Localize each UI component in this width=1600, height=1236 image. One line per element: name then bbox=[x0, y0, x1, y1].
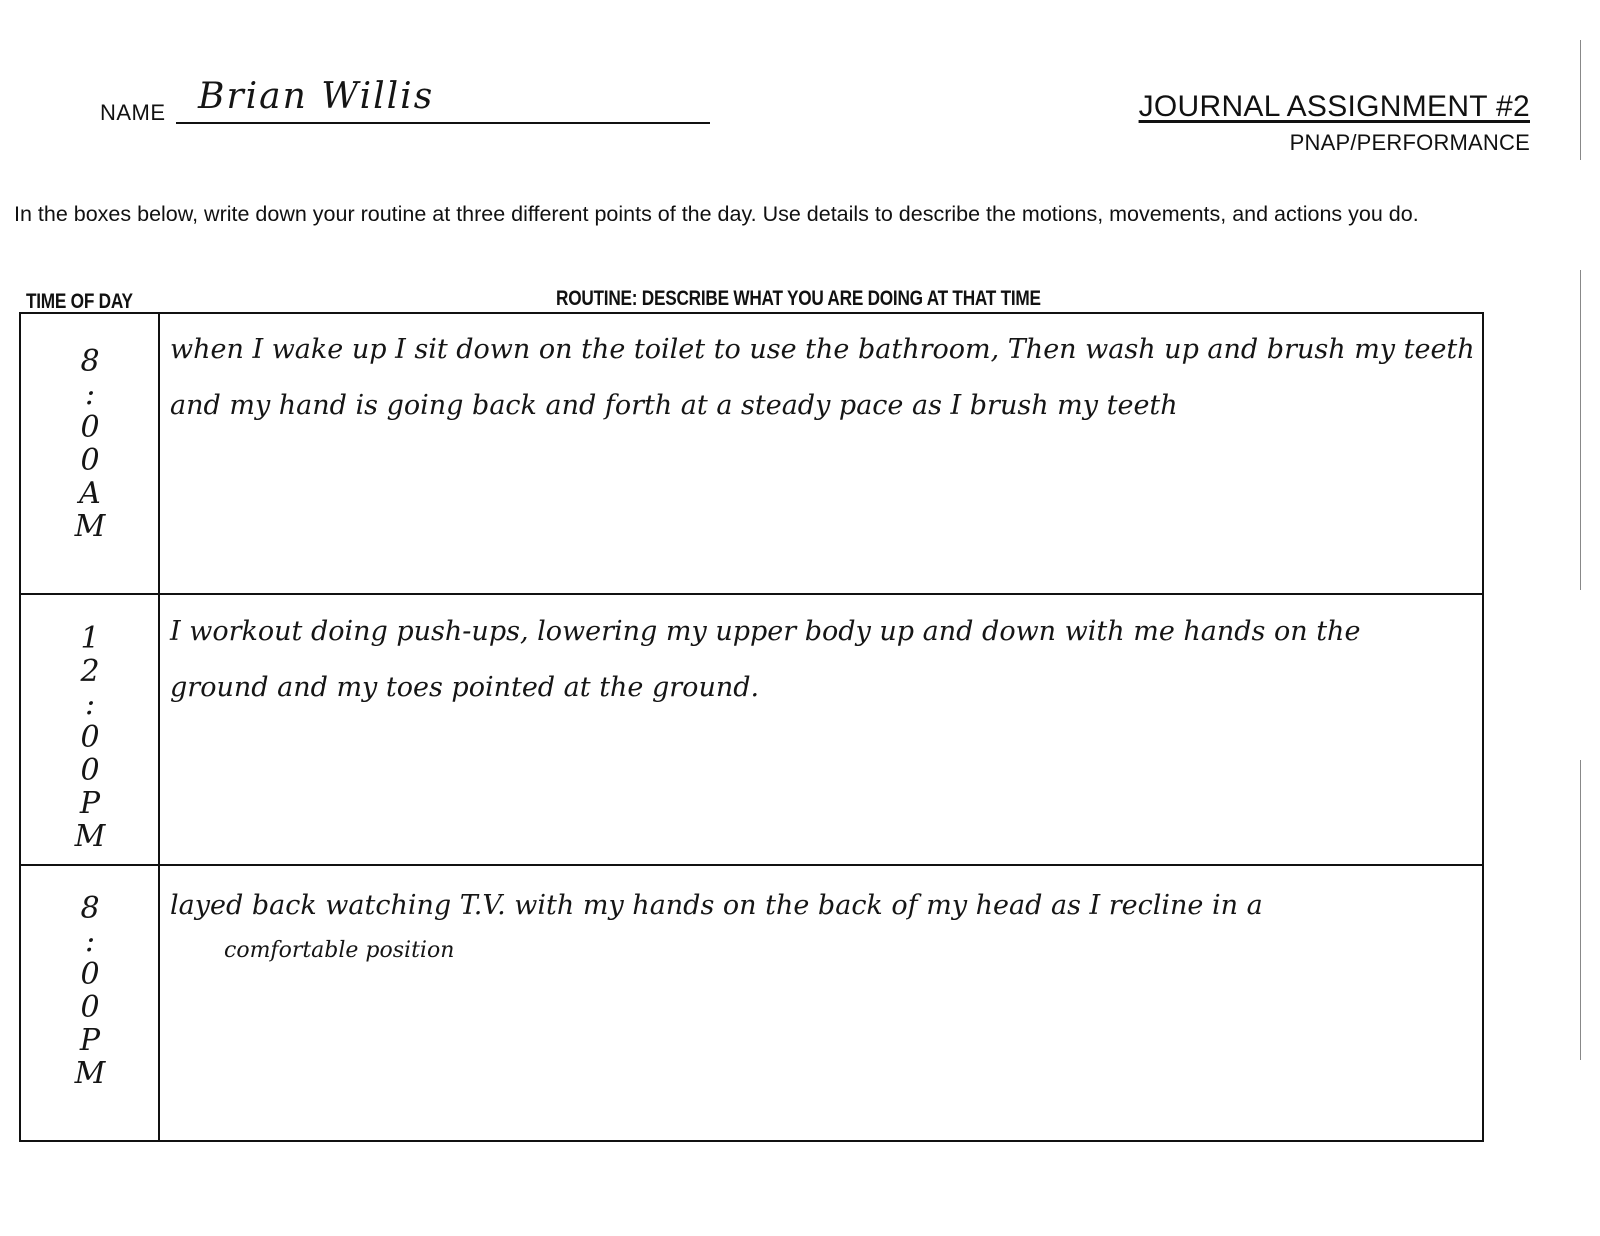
student-name[interactable]: Brian Willis bbox=[198, 76, 435, 117]
time-char: 0 bbox=[80, 443, 100, 478]
time-char: A bbox=[79, 476, 101, 511]
scan-edge-mark bbox=[1580, 760, 1581, 1060]
time-char: 2 bbox=[80, 654, 100, 689]
routine-cell-evening[interactable] bbox=[170, 878, 1470, 968]
time-char: M bbox=[74, 509, 106, 544]
time-char: 0 bbox=[80, 753, 100, 788]
name-label: NAME bbox=[100, 100, 166, 125]
time-char: 0 bbox=[80, 990, 100, 1025]
name-underline bbox=[176, 122, 710, 124]
row-divider bbox=[19, 593, 1484, 595]
time-char: M bbox=[74, 1056, 106, 1091]
scan-edge-mark bbox=[1580, 270, 1581, 590]
row-divider bbox=[19, 864, 1484, 866]
time-char: 0 bbox=[80, 957, 100, 992]
handwritten-line: layed back watching T.V. with my hands on the back of my head as I recline in a bbox=[170, 890, 1263, 921]
routine-header: ROUTINE: DESCRIBE WHAT YOU ARE DOING AT THAT TIME bbox=[556, 287, 1041, 310]
time-char: : bbox=[84, 924, 96, 959]
time-char: : bbox=[84, 687, 96, 722]
time-char: 0 bbox=[80, 410, 100, 445]
time-cell-morning[interactable] bbox=[40, 345, 140, 543]
column-divider bbox=[158, 312, 160, 1142]
time-char: 8 bbox=[80, 344, 100, 379]
time-char: 8 bbox=[80, 891, 100, 926]
instructions-text: In the boxes below, write down your routine at three different points of the day. Use details to describe the motions, movements, and actions you do. bbox=[14, 202, 1419, 226]
assignment-title: JOURNAL ASSIGNMENT #2 bbox=[1138, 90, 1530, 123]
scan-edge-mark bbox=[1580, 40, 1581, 160]
time-char: M bbox=[74, 819, 106, 854]
time-char: 0 bbox=[80, 720, 100, 755]
time-char: : bbox=[84, 377, 96, 412]
handwritten-line: ground and my toes pointed at the ground. bbox=[170, 672, 760, 703]
time-char: 1 bbox=[80, 621, 100, 656]
handwritten-line: when I wake up I sit down on the toilet to use the bathroom, Then wash up and brush my teeth bbox=[170, 334, 1475, 365]
handwritten-line: comfortable position bbox=[224, 938, 455, 963]
handwritten-line: and my hand is going back and forth at a steady pace as I brush my teeth bbox=[170, 390, 1178, 421]
handwritten-line: I workout doing push-ups, lowering my upper body up and down with me hands on the bbox=[170, 616, 1361, 647]
routine-cell-morning[interactable] bbox=[170, 322, 1475, 434]
routine-cell-noon[interactable] bbox=[170, 604, 1470, 716]
time-char: P bbox=[79, 786, 101, 821]
assignment-subtitle: PNAP/PERFORMANCE bbox=[1289, 130, 1530, 155]
time-cell-evening[interactable] bbox=[40, 892, 140, 1090]
time-cell-noon[interactable] bbox=[40, 622, 140, 853]
time-of-day-header: TIME OF DAY bbox=[26, 290, 133, 313]
time-char: P bbox=[79, 1023, 101, 1058]
routine-table bbox=[19, 312, 1484, 1142]
